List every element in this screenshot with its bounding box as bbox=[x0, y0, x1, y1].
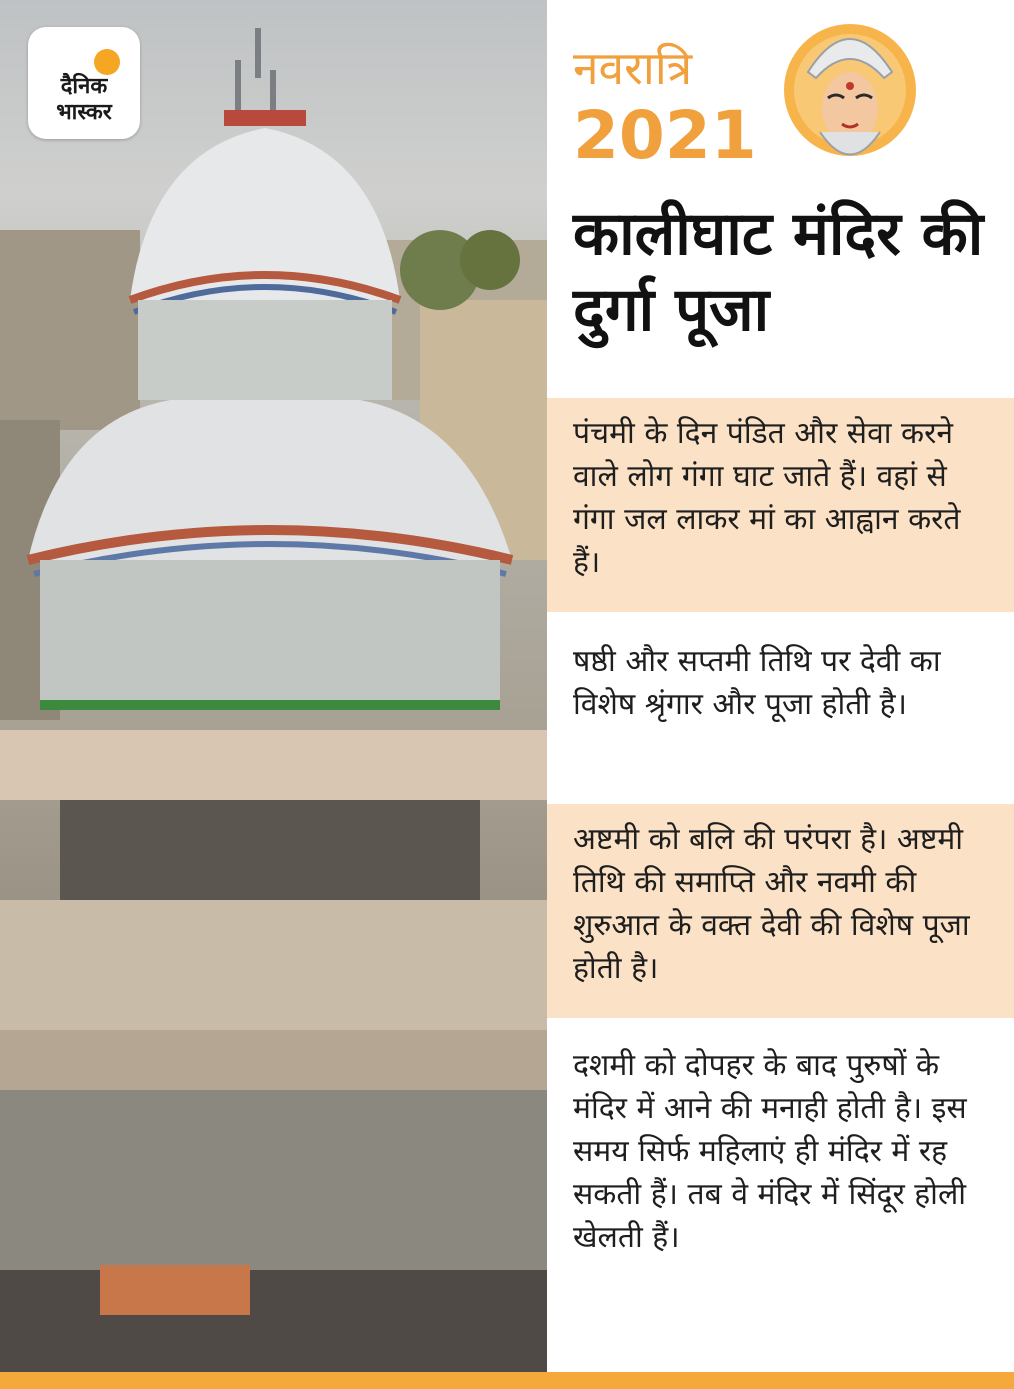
info-section-shashthi bbox=[547, 626, 1014, 798]
brand-name-line2: भास्कर bbox=[56, 100, 112, 125]
section-text: षष्ठी और सप्तमी तिथि पर देवी का विशेष श्रृंगार और पूजा होती है। bbox=[573, 644, 941, 722]
info-section-dashami bbox=[547, 1030, 1014, 1340]
bottom-accent-bar bbox=[0, 1372, 1014, 1389]
brand-name-line1: दैनिक bbox=[60, 74, 108, 99]
info-section-panchami bbox=[547, 398, 1014, 612]
durga-face-icon bbox=[780, 12, 920, 187]
page-title: कालीघाट मंदिर की दुर्गा पूजा bbox=[573, 199, 984, 345]
brand-logo bbox=[28, 27, 140, 139]
section-text: दशमी को दोपहर के बाद पुरुषों के मंदिर में आने की मनाही होती है। इस समय सिर्फ महिलाएं ही मंदिर में रह सकती हैं। तब वे मंदिर में सिंदूर होली खेलती हैं। bbox=[573, 1048, 967, 1255]
info-section-ashtami bbox=[547, 804, 1014, 1018]
sun-dot-icon bbox=[94, 49, 120, 75]
festival-year: 2021 bbox=[573, 97, 757, 174]
section-text: अष्टमी को बलि की परंपरा है। अष्टमी तिथि की समाप्ति और नवमी की शुरुआत के वक्त देवी की विशेष पूजा होती है। bbox=[573, 822, 970, 986]
section-text: पंचमी के दिन पंडित और सेवा करने वाले लोग गंगा घाट जाते हैं। वहां से गंगा जल लाकर मां का आह्वान करते हैं। bbox=[573, 416, 961, 580]
festival-name: नवरात्रि bbox=[573, 41, 693, 95]
